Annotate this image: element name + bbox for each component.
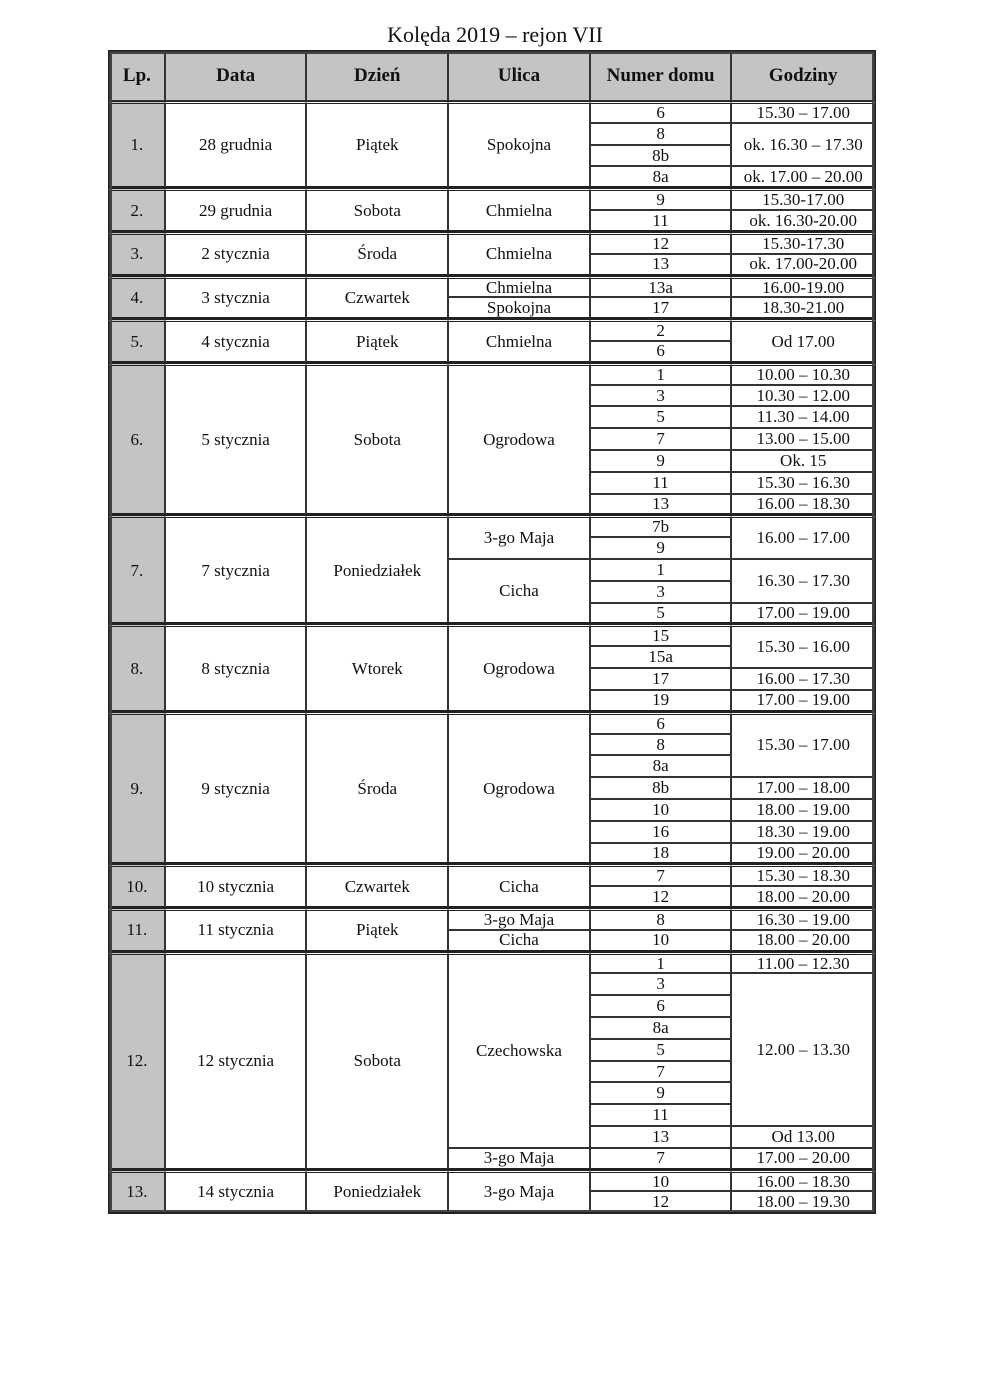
lp-cell: 13.	[109, 1170, 165, 1214]
date-cell: 29 grudnia	[165, 188, 307, 232]
street-cell: Chmielna	[448, 319, 590, 363]
house-number-cell: 3	[590, 973, 732, 995]
house-number-cell: 3	[590, 581, 732, 603]
table-row	[109, 712, 875, 734]
table-row	[109, 952, 875, 974]
house-number-cell: 11	[590, 210, 732, 232]
hours-cell: Od 17.00	[731, 319, 875, 363]
hours-cell: ok. 17.00 – 20.00	[731, 166, 875, 188]
table-row	[109, 319, 875, 341]
hours-cell: 10.30 – 12.00	[731, 385, 875, 407]
house-number-cell: 8a	[590, 1017, 732, 1039]
street-cell: Spokojna	[448, 297, 590, 319]
hours-cell: ok. 16.30 – 17.30	[731, 123, 875, 167]
street-cell: Cicha	[448, 559, 590, 624]
table-row	[109, 276, 875, 298]
date-cell: 12 stycznia	[165, 952, 307, 1170]
day-cell: Czwartek	[306, 276, 448, 320]
house-number-cell: 5	[590, 1039, 732, 1061]
day-cell: Sobota	[306, 363, 448, 516]
date-cell: 9 stycznia	[165, 712, 307, 865]
table-row	[109, 908, 875, 930]
hours-cell: 17.00 – 19.00	[731, 690, 875, 712]
date-cell: 10 stycznia	[165, 864, 307, 908]
hours-cell: Od 13.00	[731, 1126, 875, 1148]
street-cell: Cicha	[448, 864, 590, 908]
house-number-cell: 7	[590, 1061, 732, 1083]
day-cell: Poniedziałek	[306, 1170, 448, 1214]
house-number-cell: 8a	[590, 755, 732, 777]
hours-cell: 18.30-21.00	[731, 297, 875, 319]
house-number-cell: 9	[590, 537, 732, 559]
hours-cell: 15.30 – 17.00	[731, 101, 875, 123]
lp-cell: 1.	[109, 101, 165, 188]
table-row	[109, 232, 875, 254]
date-cell: 7 stycznia	[165, 515, 307, 624]
day-cell: Piątek	[306, 908, 448, 952]
house-number-cell: 1	[590, 952, 732, 974]
header-godziny: Godziny	[731, 51, 875, 101]
table-row	[109, 624, 875, 646]
date-cell: 5 stycznia	[165, 363, 307, 516]
hours-cell: 18.00 – 20.00	[731, 930, 875, 952]
date-cell: 14 stycznia	[165, 1170, 307, 1214]
house-number-cell: 5	[590, 603, 732, 625]
street-cell: Czechowska	[448, 952, 590, 1148]
house-number-cell: 3	[590, 385, 732, 407]
house-number-cell: 8	[590, 908, 732, 930]
header-dzien: Dzień	[306, 51, 448, 101]
house-number-cell: 17	[590, 297, 732, 319]
house-number-cell: 15a	[590, 646, 732, 668]
street-cell: Cicha	[448, 930, 590, 952]
house-number-cell: 12	[590, 1191, 732, 1213]
hours-cell: 16.30 – 19.00	[731, 908, 875, 930]
house-number-cell: 8a	[590, 166, 732, 188]
day-cell: Wtorek	[306, 624, 448, 711]
house-number-cell: 10	[590, 799, 732, 821]
house-number-cell: 1	[590, 559, 732, 581]
house-number-cell: 15	[590, 624, 732, 646]
lp-cell: 8.	[109, 624, 165, 711]
hours-cell: 16.00 – 18.30	[731, 1170, 875, 1192]
table-row	[109, 515, 875, 537]
lp-cell: 3.	[109, 232, 165, 276]
day-cell: Czwartek	[306, 864, 448, 908]
hours-cell: 19.00 – 20.00	[731, 843, 875, 865]
hours-cell: Ok. 15	[731, 450, 875, 472]
date-cell: 2 stycznia	[165, 232, 307, 276]
house-number-cell: 18	[590, 843, 732, 865]
schedule-table	[108, 50, 876, 1214]
header-numer-domu: Numer domu	[590, 51, 732, 101]
street-cell: Chmielna	[448, 276, 590, 298]
house-number-cell: 6	[590, 995, 732, 1017]
hours-cell: 15.30 – 17.00	[731, 712, 875, 777]
house-number-cell: 8b	[590, 145, 732, 167]
street-cell: Ogrodowa	[448, 363, 590, 516]
house-number-cell: 7	[590, 864, 732, 886]
day-cell: Środa	[306, 712, 448, 865]
lp-cell: 10.	[109, 864, 165, 908]
hours-cell: ok. 16.30-20.00	[731, 210, 875, 232]
house-number-cell: 12	[590, 886, 732, 908]
house-number-cell: 10	[590, 930, 732, 952]
hours-cell: 15.30-17.30	[731, 232, 875, 254]
street-cell: 3-go Maja	[448, 908, 590, 930]
date-cell: 3 stycznia	[165, 276, 307, 320]
hours-cell: 16.00 – 18.30	[731, 494, 875, 516]
lp-cell: 5.	[109, 319, 165, 363]
street-cell: 3-go Maja	[448, 1170, 590, 1214]
table-row	[109, 363, 875, 385]
house-number-cell: 13	[590, 254, 732, 276]
house-number-cell: 9	[590, 450, 732, 472]
house-number-cell: 7	[590, 1148, 732, 1170]
house-number-cell: 7b	[590, 515, 732, 537]
hours-cell: 18.30 – 19.00	[731, 821, 875, 843]
house-number-cell: 16	[590, 821, 732, 843]
hours-cell: 17.00 – 18.00	[731, 777, 875, 799]
hours-cell: 13.00 – 15.00	[731, 428, 875, 450]
house-number-cell: 12	[590, 232, 732, 254]
house-number-cell: 8	[590, 123, 732, 145]
hours-cell: 18.00 – 19.30	[731, 1191, 875, 1213]
header-row	[109, 51, 875, 101]
house-number-cell: 9	[590, 1082, 732, 1104]
house-number-cell: 6	[590, 712, 732, 734]
table-row	[109, 864, 875, 886]
house-number-cell: 9	[590, 188, 732, 210]
hours-cell: 11.00 – 12.30	[731, 952, 875, 974]
hours-cell: 15.30 – 16.00	[731, 624, 875, 668]
house-number-cell: 6	[590, 341, 732, 363]
lp-cell: 2.	[109, 188, 165, 232]
hours-cell: 10.00 – 10.30	[731, 363, 875, 385]
schedule-body	[109, 101, 875, 1213]
lp-cell: 6.	[109, 363, 165, 516]
house-number-cell: 13	[590, 1126, 732, 1148]
hours-cell: 11.30 – 14.00	[731, 406, 875, 428]
hours-cell: 16.00 – 17.30	[731, 668, 875, 690]
day-cell: Środa	[306, 232, 448, 276]
hours-cell: 15.30-17.00	[731, 188, 875, 210]
house-number-cell: 13a	[590, 276, 732, 298]
house-number-cell: 7	[590, 428, 732, 450]
house-number-cell: 8b	[590, 777, 732, 799]
street-cell: Chmielna	[448, 232, 590, 276]
hours-cell: 12.00 – 13.30	[731, 973, 875, 1126]
hours-cell: 17.00 – 20.00	[731, 1148, 875, 1170]
date-cell: 11 stycznia	[165, 908, 307, 952]
house-number-cell: 11	[590, 472, 732, 494]
street-cell: Ogrodowa	[448, 624, 590, 711]
hours-cell: 16.00-19.00	[731, 276, 875, 298]
house-number-cell: 2	[590, 319, 732, 341]
house-number-cell: 1	[590, 363, 732, 385]
hours-cell: 18.00 – 20.00	[731, 886, 875, 908]
hours-cell: 18.00 – 19.00	[731, 799, 875, 821]
hours-cell: 17.00 – 19.00	[731, 603, 875, 625]
hours-cell: 16.30 – 17.30	[731, 559, 875, 603]
street-cell: Chmielna	[448, 188, 590, 232]
house-number-cell: 11	[590, 1104, 732, 1126]
day-cell: Piątek	[306, 101, 448, 188]
house-number-cell: 5	[590, 406, 732, 428]
day-cell: Sobota	[306, 188, 448, 232]
lp-cell: 12.	[109, 952, 165, 1170]
date-cell: 4 stycznia	[165, 319, 307, 363]
street-cell: 3-go Maja	[448, 1148, 590, 1170]
street-cell: Ogrodowa	[448, 712, 590, 865]
table-row	[109, 1170, 875, 1192]
house-number-cell: 10	[590, 1170, 732, 1192]
house-number-cell: 19	[590, 690, 732, 712]
house-number-cell: 17	[590, 668, 732, 690]
house-number-cell: 8	[590, 734, 732, 756]
lp-cell: 7.	[109, 515, 165, 624]
hours-cell: 15.30 – 18.30	[731, 864, 875, 886]
house-number-cell: 6	[590, 101, 732, 123]
street-cell: 3-go Maja	[448, 515, 590, 559]
header-ulica: Ulica	[448, 51, 590, 101]
street-cell: Spokojna	[448, 101, 590, 188]
table-row	[109, 188, 875, 210]
day-cell: Sobota	[306, 952, 448, 1170]
header-lp: Lp.	[109, 51, 165, 101]
day-cell: Poniedziałek	[306, 515, 448, 624]
lp-cell: 9.	[109, 712, 165, 865]
header-data: Data	[165, 51, 307, 101]
lp-cell: 4.	[109, 276, 165, 320]
date-cell: 8 stycznia	[165, 624, 307, 711]
hours-cell: ok. 17.00-20.00	[731, 254, 875, 276]
hours-cell: 15.30 – 16.30	[731, 472, 875, 494]
hours-cell: 16.00 – 17.00	[731, 515, 875, 559]
house-number-cell: 13	[590, 494, 732, 516]
day-cell: Piątek	[306, 319, 448, 363]
date-cell: 28 grudnia	[165, 101, 307, 188]
table-row	[109, 101, 875, 123]
lp-cell: 11.	[109, 908, 165, 952]
document-title: Kolęda 2019 – rejon VII	[387, 22, 603, 47]
